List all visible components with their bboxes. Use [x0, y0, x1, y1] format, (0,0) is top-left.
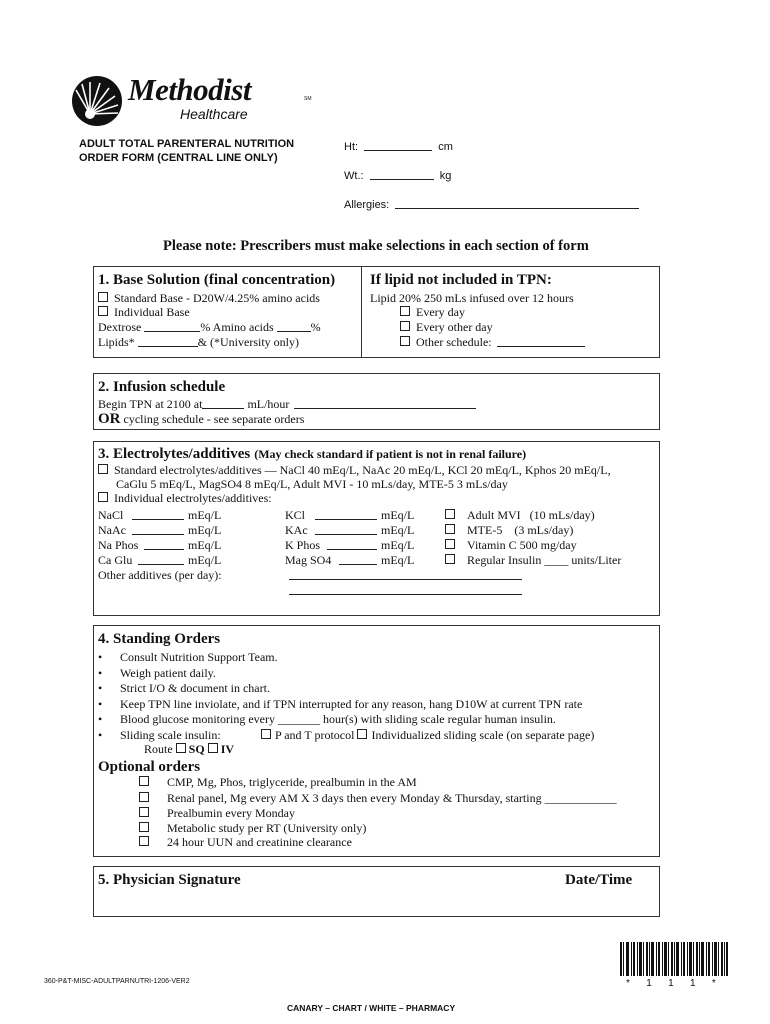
standard-electrolytes-option[interactable]: Standard electrolytes/additives — NaCl 40 mEq/L, NaAc 20 mEq/L, KCl 20 mEq/L, Kphos 20 mEq/L,	[98, 463, 611, 478]
lipids-row[interactable]: Lipids* & (*University only)	[98, 335, 299, 349]
optional-orders-title: Optional orders	[98, 759, 201, 775]
standing-order-item: • Strict I/O & document in chart.	[98, 681, 270, 695]
naphos-line[interactable]	[144, 538, 184, 550]
weight-unit: kg	[439, 170, 452, 182]
height-unit: cm	[438, 141, 453, 153]
standing-order-item: • Consult Nutrition Support Team.	[98, 650, 278, 664]
standing-order-item: • Keep TPN line inviolate, and if TPN interrupted for any reason, hang D10W at current TPN rate	[98, 697, 583, 711]
lipid-line: Lipid 20% 250 mLs infused over 12 hours	[370, 291, 574, 305]
rate-line[interactable]	[202, 397, 244, 409]
brand-name: Methodist	[128, 72, 251, 107]
checkbox-icon[interactable]	[445, 524, 455, 534]
sliding-pt-option[interactable]: P and T protocol	[261, 728, 354, 742]
electrolyte-nacl[interactable]: NaCl mEq/L	[98, 508, 222, 522]
allergies-label: Allergies:	[344, 199, 390, 211]
checkbox-icon[interactable]	[445, 554, 455, 564]
allergies-line	[395, 197, 639, 209]
dextrose-row[interactable]: Dextrose % Amino acids %	[98, 320, 321, 334]
checkbox-icon[interactable]	[139, 822, 149, 832]
electrolyte-kac[interactable]: KAc mEq/L	[285, 523, 415, 537]
checkbox-icon[interactable]	[98, 492, 108, 502]
standing-order-item[interactable]: • Blood glucose monitoring every _______ hour(s) with sliding scale regular human insulin.	[98, 712, 556, 726]
sunburst-logo-icon	[70, 74, 124, 128]
electrolyte-naac[interactable]: NaAc mEq/L	[98, 523, 222, 537]
checkbox-icon[interactable]	[139, 836, 149, 846]
kcl-line[interactable]	[315, 508, 377, 520]
form-code: 360-P&T-MISC-ADULTPARNUTRI-1206-VER2	[44, 978, 190, 985]
prescriber-note: Please note: Prescribers must make selections in each section of form	[163, 238, 589, 254]
section3-title-row	[98, 445, 526, 463]
checkbox-icon[interactable]	[400, 336, 410, 346]
other-additives-line-1[interactable]	[289, 579, 522, 580]
section3-title-note: (May check standard if patient is not in renal failure)	[254, 447, 527, 461]
brand-sub: Healthcare	[180, 106, 248, 122]
optional-order-item[interactable]: 24 hour UUN and creatinine clearance	[139, 835, 352, 850]
checkbox-icon[interactable]	[176, 743, 186, 753]
section5-title: 5. Physician Signature	[98, 872, 241, 888]
lipid-option-every-other-day[interactable]: Every other day	[400, 320, 493, 335]
checkbox-icon[interactable]	[445, 509, 455, 519]
checkbox-icon[interactable]	[139, 807, 149, 817]
electrolyte-naphos[interactable]: Na Phos mEq/L	[98, 538, 222, 552]
height-field[interactable]	[344, 139, 453, 153]
checkbox-icon[interactable]	[400, 321, 410, 331]
brand-mark: SM	[304, 96, 312, 102]
section1-divider	[361, 267, 362, 357]
kac-line[interactable]	[315, 523, 377, 535]
electrolyte-kcl[interactable]: KCl mEq/L	[285, 508, 415, 522]
height-line	[364, 139, 432, 151]
kphos-line[interactable]	[327, 538, 377, 550]
electrolyte-mgso4[interactable]: Mag SO4 mEq/L	[285, 553, 415, 567]
checkbox-icon[interactable]	[208, 743, 218, 753]
caglu-line[interactable]	[138, 553, 184, 565]
checkbox-icon[interactable]	[139, 792, 149, 802]
datetime-label: Date/Time	[565, 872, 633, 888]
section3-title: 3. Electrolytes/additives	[98, 446, 251, 462]
begin-extra-line[interactable]	[294, 397, 476, 409]
additive-regular-insulin[interactable]: Regular Insulin ____ units/Liter	[445, 553, 621, 568]
mgso4-line[interactable]	[339, 553, 377, 565]
other-schedule-line[interactable]	[497, 335, 585, 347]
checkbox-icon[interactable]	[98, 292, 108, 302]
sliding-scale-row: • Sliding scale insulin: P and T protocol Individualized sliding scale (on separate page)	[98, 728, 595, 742]
checkbox-icon[interactable]	[98, 306, 108, 316]
checkbox-icon[interactable]	[98, 464, 108, 474]
height-label: Ht:	[344, 141, 359, 153]
weight-field[interactable]	[344, 168, 451, 182]
distribution-note: CANARY – CHART / WHITE – PHARMACY	[287, 1003, 456, 1013]
nacl-line[interactable]	[132, 508, 184, 520]
cycling-row: OR cycling schedule - see separate orders	[98, 411, 305, 427]
checkbox-icon[interactable]	[261, 729, 271, 739]
barcode-icon	[620, 942, 728, 976]
lipid-option-every-day[interactable]: Every day	[400, 305, 465, 320]
sliding-individual-option[interactable]: Individualized sliding scale (on separate page)	[357, 728, 594, 742]
checkbox-icon[interactable]	[357, 729, 367, 739]
section2-title: 2. Infusion schedule	[98, 379, 226, 395]
optional-order-item[interactable]: Metabolic study per RT (University only)	[139, 821, 366, 836]
electrolyte-caglu[interactable]: Ca Glu mEq/L	[98, 553, 222, 567]
weight-label: Wt.:	[344, 170, 364, 182]
additive-vitamin-c[interactable]: Vitamin C 500 mg/day	[445, 538, 577, 553]
barcode-text: * 1 1 1 *	[626, 978, 718, 989]
section4-title: 4. Standing Orders	[98, 631, 221, 647]
form-title-line2: ORDER FORM (CENTRAL LINE ONLY)	[79, 152, 278, 164]
electrolyte-kphos[interactable]: K Phos mEq/L	[285, 538, 415, 552]
individual-electrolytes-option[interactable]: Individual electrolytes/additives:	[98, 491, 272, 506]
route-sq[interactable]: SQ	[188, 742, 205, 756]
base-individual-option[interactable]: Individual Base	[98, 305, 190, 320]
route-row: Route SQ IV	[144, 742, 235, 756]
optional-order-item[interactable]: Prealbumin every Monday	[139, 806, 295, 821]
optional-order-item[interactable]: Renal panel, Mg every AM X 3 days then every Monday & Thursday, starting ____________	[139, 791, 617, 806]
checkbox-icon[interactable]	[400, 306, 410, 316]
checkbox-icon[interactable]	[139, 776, 149, 786]
naac-line[interactable]	[132, 523, 184, 535]
begin-tpn-row[interactable]: Begin TPN at 2100 at mL/hour	[98, 397, 476, 412]
standard-electrolytes-line2: CaGlu 5 mEq/L, MagSO4 8 mEq/L, Adult MVI - 10 mLs/day, MTE-5 3 mLs/day	[116, 477, 508, 491]
route-iv[interactable]: IV	[220, 742, 235, 756]
optional-order-item[interactable]: CMP, Mg, Phos, triglyceride, prealbumin in the AM	[139, 775, 417, 790]
dextrose-line[interactable]	[144, 320, 200, 332]
allergies-field[interactable]	[344, 197, 639, 211]
other-additives-line-2[interactable]	[289, 594, 522, 595]
or-label: OR	[98, 411, 121, 427]
standing-order-item: • Weigh patient daily.	[98, 666, 216, 680]
lipid-option-other[interactable]: Other schedule:	[400, 335, 585, 350]
lipids-line[interactable]	[138, 335, 198, 347]
sliding-label: Sliding scale insulin:	[120, 728, 221, 742]
amino-acids-line[interactable]	[277, 320, 311, 332]
methodist-logo	[70, 74, 330, 130]
base-standard-option[interactable]: Standard Base - D20W/4.25% amino acids	[98, 291, 320, 306]
form-title-line1: ADULT TOTAL PARENTERAL NUTRITION	[79, 138, 295, 150]
additive-mte5[interactable]: MTE-5 (3 mLs/day)	[445, 523, 573, 538]
checkbox-icon[interactable]	[445, 539, 455, 549]
lipid-title: If lipid not included in TPN:	[370, 272, 552, 288]
additive-adult-mvi[interactable]: Adult MVI (10 mLs/day)	[445, 508, 595, 523]
weight-line	[370, 168, 434, 180]
other-additives-label: Other additives (per day):	[98, 568, 222, 582]
section1-title: 1. Base Solution (final concentration)	[98, 272, 336, 288]
